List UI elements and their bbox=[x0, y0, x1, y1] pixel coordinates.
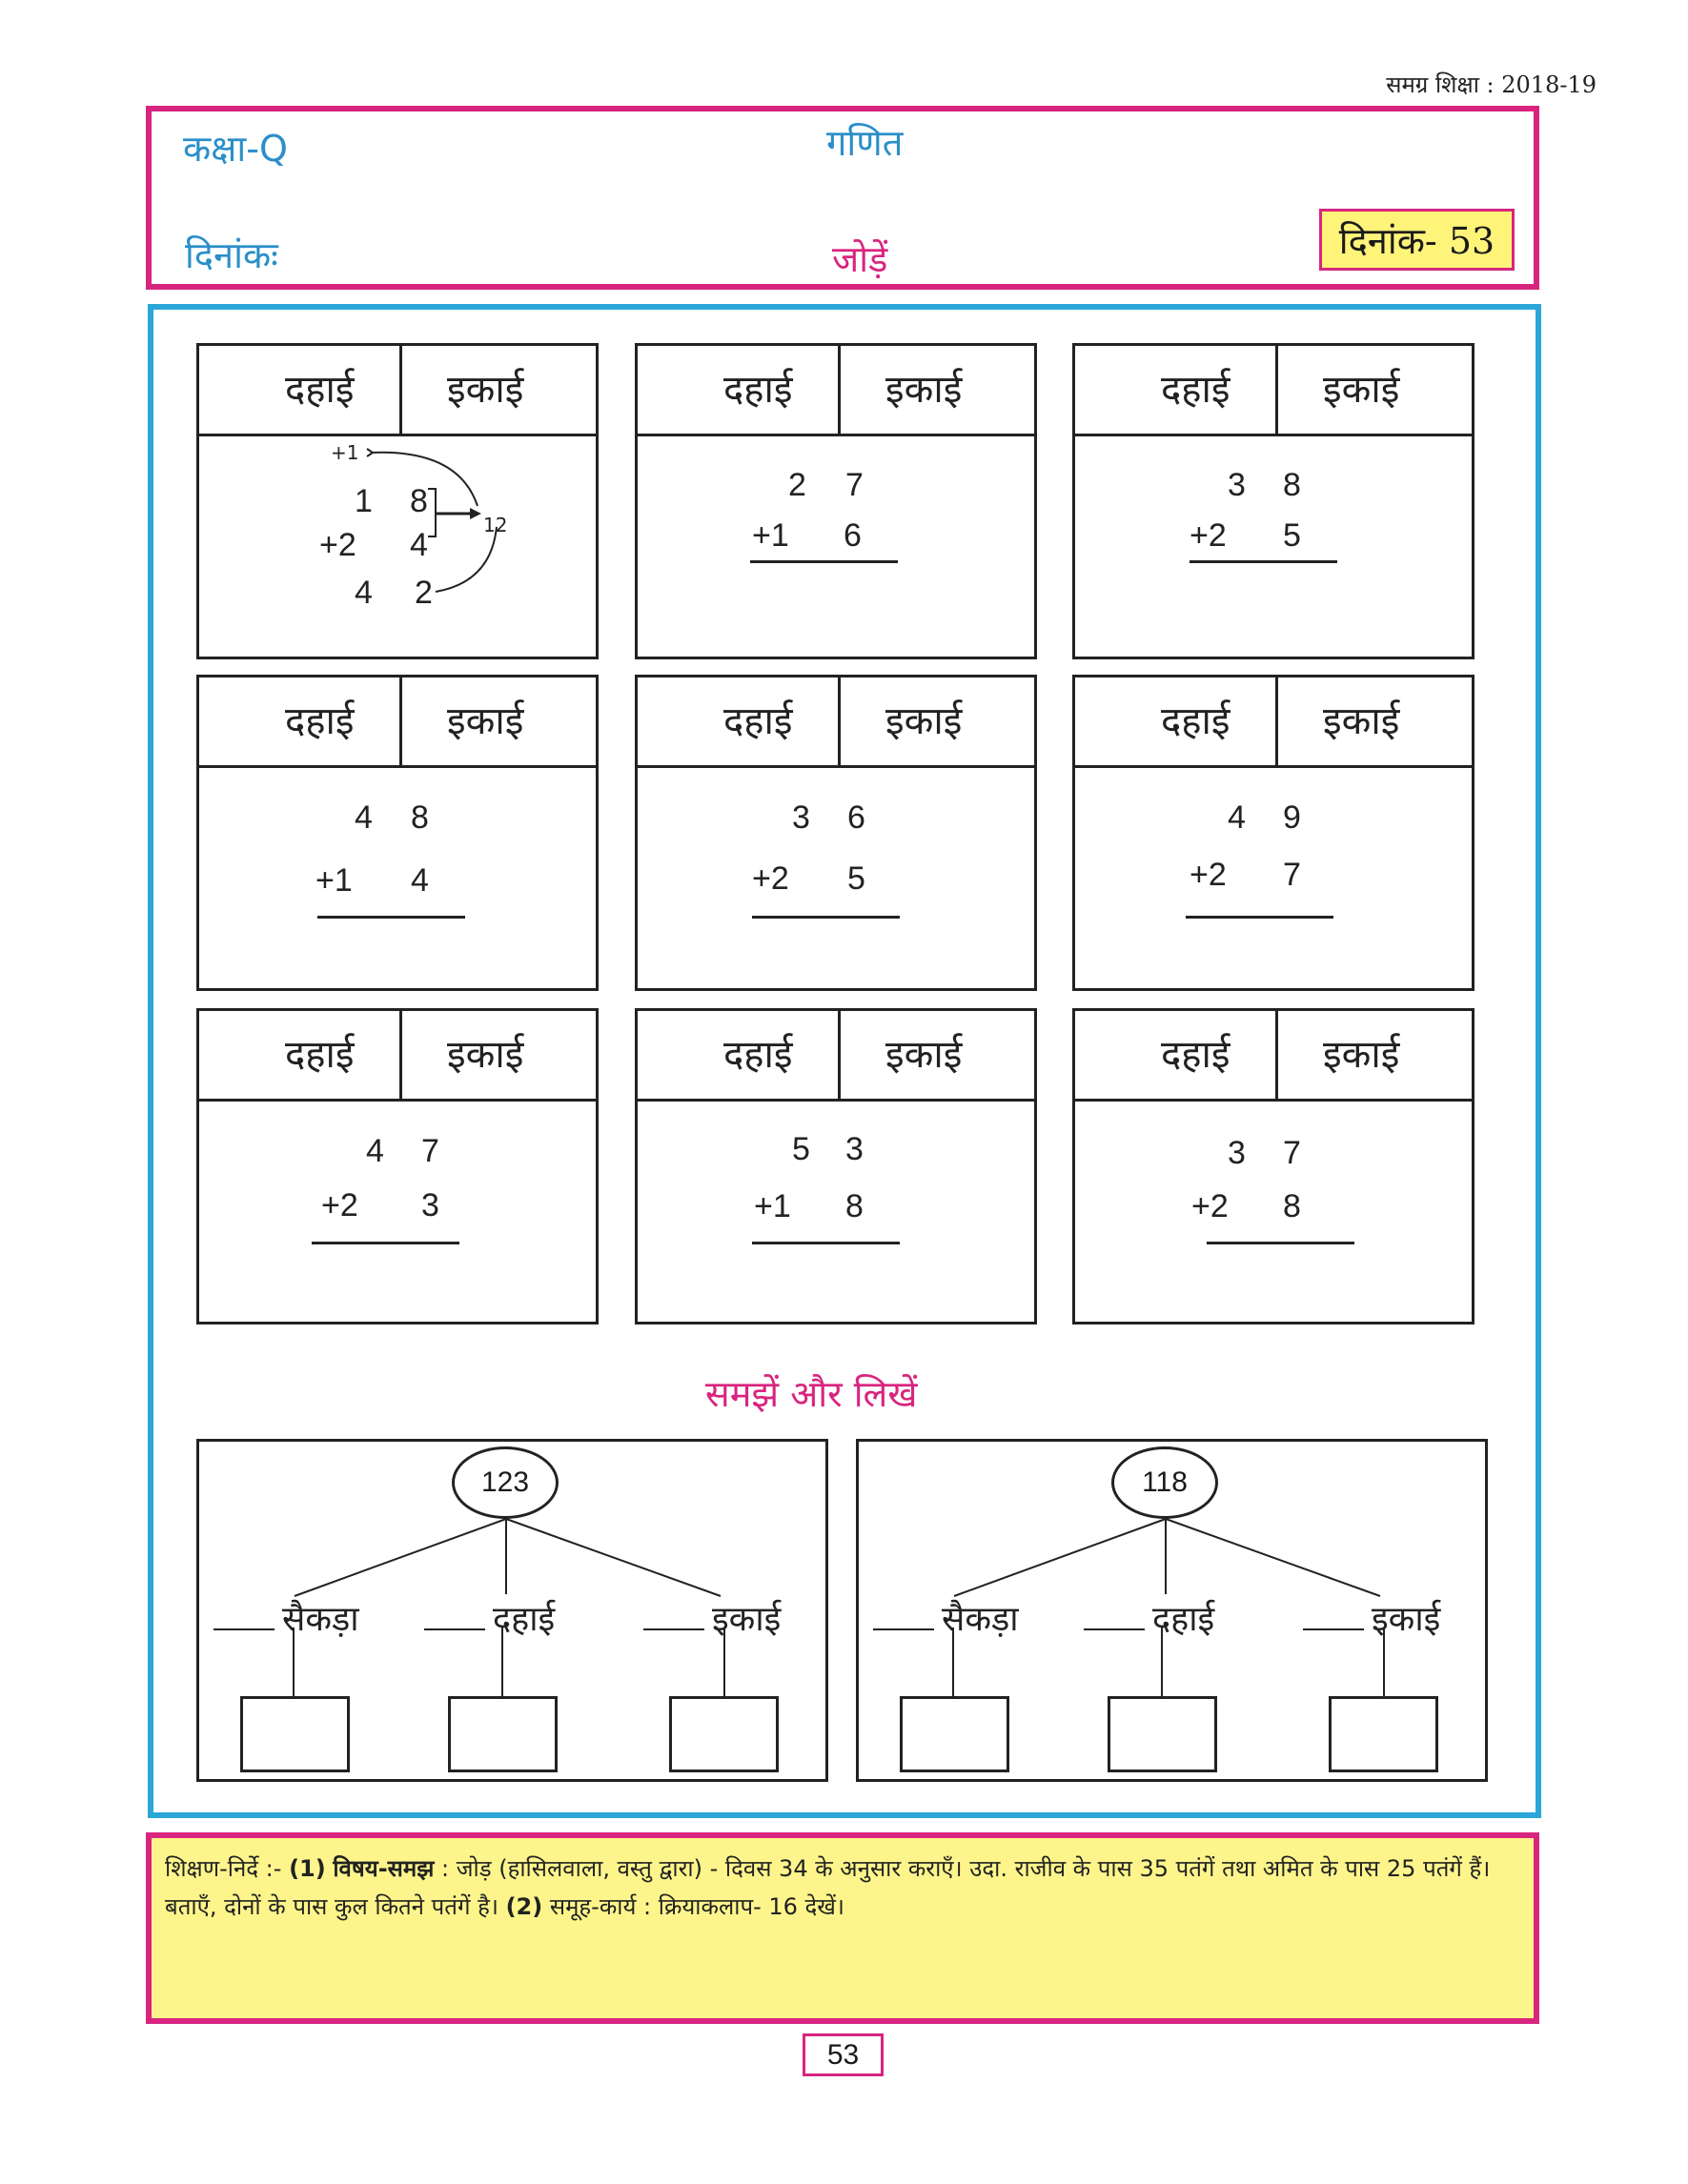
addend1-tens: 5 bbox=[792, 1131, 810, 1167]
instructions-prefix: शिक्षण-निर्दे :- bbox=[165, 1855, 282, 1882]
section-heading: समझें और लिखें bbox=[705, 1373, 918, 1415]
hundreds-text: सैकड़ा bbox=[282, 1600, 359, 1639]
addend1-tens: 3 bbox=[1228, 467, 1246, 503]
addend2-ones: 8 bbox=[845, 1188, 864, 1224]
problem-box-5 bbox=[1072, 675, 1474, 991]
addend1-tens: 3 bbox=[792, 799, 810, 836]
answer-blank[interactable] bbox=[643, 1628, 704, 1630]
place-value-tree-1 bbox=[196, 1439, 828, 1782]
carry-note: +1 bbox=[331, 441, 359, 464]
addend1-ones: 9 bbox=[1283, 799, 1301, 836]
example-row1-ones: 8 bbox=[410, 483, 428, 519]
ones-header: इकाई bbox=[1323, 1033, 1400, 1077]
topic-title: जोड़ें bbox=[832, 238, 888, 280]
problem-box-2 bbox=[1072, 343, 1474, 659]
example-row1-tens: 1 bbox=[355, 483, 373, 519]
answer-blank[interactable] bbox=[1303, 1628, 1364, 1630]
point-1-number: (1) bbox=[289, 1855, 326, 1882]
pv-header bbox=[638, 677, 1034, 768]
example-box bbox=[196, 343, 599, 659]
date-label: दिनांकः bbox=[185, 234, 278, 276]
addend1-ones: 6 bbox=[847, 799, 865, 836]
problem-box-1 bbox=[635, 343, 1037, 659]
addend1-tens: 2 bbox=[788, 467, 806, 503]
addend2-tens: +2 bbox=[1190, 517, 1227, 554]
ones-header: इकाई bbox=[447, 368, 524, 412]
addend2-ones: 7 bbox=[1283, 857, 1301, 893]
answer-blank[interactable] bbox=[424, 1628, 485, 1630]
addend1-ones: 7 bbox=[421, 1133, 439, 1169]
pv-header bbox=[638, 346, 1034, 436]
ones-header: इकाई bbox=[1323, 368, 1400, 412]
example-row2-ones: 4 bbox=[410, 527, 428, 563]
addend2-tens: +2 bbox=[1191, 1188, 1229, 1224]
series-label: समग्र शिक्षा : 2018-19 bbox=[1386, 71, 1596, 98]
ones-header: इकाई bbox=[1323, 699, 1400, 743]
sum-line bbox=[312, 1242, 459, 1244]
addend1-tens: 4 bbox=[366, 1133, 384, 1169]
column-divider bbox=[838, 1011, 841, 1102]
addend2-tens: +1 bbox=[315, 862, 353, 899]
ones-text: इकाई bbox=[712, 1600, 782, 1639]
answer-blank[interactable] bbox=[873, 1628, 934, 1630]
sum-line bbox=[1190, 560, 1337, 563]
day-badge: दिनांक- 53 bbox=[1319, 209, 1515, 271]
tens-header: दहाई bbox=[285, 1033, 355, 1077]
hundreds-label bbox=[873, 1594, 1019, 1641]
answer-blank[interactable] bbox=[1084, 1628, 1145, 1630]
column-divider bbox=[399, 1011, 402, 1102]
point-2-text: समूह-कार्य : क्रियाकलाप- 16 देखें। bbox=[549, 1893, 845, 1920]
column-divider bbox=[399, 677, 402, 768]
addend1-ones: 8 bbox=[1283, 467, 1301, 503]
addend2-ones: 3 bbox=[421, 1187, 439, 1223]
ones-label bbox=[1303, 1594, 1440, 1641]
tens-label bbox=[424, 1594, 555, 1641]
tens-header: दहाई bbox=[723, 1033, 793, 1077]
sum-line bbox=[1186, 916, 1333, 919]
ones-text: इकाई bbox=[1372, 1600, 1441, 1639]
sum-line bbox=[317, 916, 465, 919]
addend2-ones: 5 bbox=[847, 860, 865, 897]
tens-answer-box[interactable] bbox=[448, 1696, 558, 1772]
problem-box-8 bbox=[1072, 1008, 1474, 1325]
number-bubble: 123 bbox=[452, 1446, 559, 1519]
subject-title: गणित bbox=[826, 122, 904, 164]
example-result-tens: 4 bbox=[355, 575, 373, 611]
pv-header bbox=[1075, 677, 1472, 768]
problem-box-4 bbox=[635, 675, 1037, 991]
tens-header: दहाई bbox=[723, 368, 793, 412]
tens-header: दहाई bbox=[1161, 368, 1230, 412]
sum-line bbox=[752, 916, 900, 919]
header-box bbox=[146, 106, 1539, 290]
tens-label bbox=[1084, 1594, 1214, 1641]
ones-header: इकाई bbox=[885, 1033, 963, 1077]
point-1-text: : जोड़ (हासिलवाला, वस्तु द्वारा) - दिवस 34 के अनुसार कराएँ। उदा. राजीव के पास 35 पतंगें तथा अमित के पास 25 पतंगें हैं। बताएँ, दोनों के पास कुल कितने पतंगें है। bbox=[165, 1855, 1491, 1920]
tens-answer-box[interactable] bbox=[1108, 1696, 1217, 1772]
addend2-ones: 4 bbox=[411, 862, 429, 899]
column-divider bbox=[1275, 1011, 1278, 1102]
hundreds-text: सैकड़ा bbox=[942, 1600, 1019, 1639]
tens-header: दहाई bbox=[723, 699, 793, 743]
point-2-number: (2) bbox=[505, 1893, 543, 1920]
sum-line bbox=[1207, 1242, 1354, 1244]
point-1-title: विषय-समझ bbox=[333, 1855, 435, 1882]
ones-label bbox=[643, 1594, 781, 1641]
addend2-tens: +1 bbox=[752, 517, 789, 554]
column-divider bbox=[838, 677, 841, 768]
addend1-ones: 7 bbox=[845, 467, 864, 503]
addend2-tens: +2 bbox=[1190, 857, 1227, 893]
addend1-tens: 3 bbox=[1228, 1135, 1246, 1171]
pv-header bbox=[1075, 1011, 1472, 1102]
page-number: 53 bbox=[803, 2033, 884, 2076]
addend2-ones: 8 bbox=[1283, 1188, 1301, 1224]
teaching-instructions bbox=[146, 1832, 1539, 2024]
ones-sum-note: 12 bbox=[483, 514, 508, 536]
ones-header: इकाई bbox=[447, 1033, 524, 1077]
tens-text: दहाई bbox=[493, 1600, 556, 1639]
hundreds-answer-box[interactable] bbox=[240, 1696, 350, 1772]
column-divider bbox=[1275, 346, 1278, 436]
pv-header bbox=[1075, 346, 1472, 436]
ones-header: इकाई bbox=[885, 368, 963, 412]
ones-header: इकाई bbox=[447, 699, 524, 743]
ones-header: इकाई bbox=[885, 699, 963, 743]
number-bubble: 118 bbox=[1111, 1446, 1218, 1519]
pv-header bbox=[199, 677, 596, 768]
problem-box-3 bbox=[196, 675, 599, 991]
addend1-ones: 8 bbox=[411, 799, 429, 836]
ones-answer-box[interactable] bbox=[669, 1696, 779, 1772]
hundreds-answer-box[interactable] bbox=[900, 1696, 1009, 1772]
column-divider bbox=[838, 346, 841, 436]
carry-arrows bbox=[199, 346, 596, 657]
example-row2-tens: +2 bbox=[319, 527, 356, 563]
hundreds-label bbox=[214, 1594, 359, 1641]
class-label: कक्षा-Q bbox=[183, 128, 288, 170]
tens-header: दहाई bbox=[285, 699, 355, 743]
tens-header: दहाई bbox=[1161, 1033, 1230, 1077]
addend1-ones: 7 bbox=[1283, 1135, 1301, 1171]
addend1-ones: 3 bbox=[845, 1131, 864, 1167]
sum-line bbox=[750, 560, 898, 563]
sum-line bbox=[752, 1242, 900, 1244]
answer-blank[interactable] bbox=[214, 1628, 275, 1630]
pv-header bbox=[638, 1011, 1034, 1102]
tens-header: दहाई bbox=[285, 368, 355, 412]
problem-box-6 bbox=[196, 1008, 599, 1325]
addend1-tens: 4 bbox=[1228, 799, 1246, 836]
addend2-tens: +1 bbox=[754, 1188, 791, 1224]
problem-box-7 bbox=[635, 1008, 1037, 1325]
column-divider bbox=[1275, 677, 1278, 768]
addend2-tens: +2 bbox=[321, 1187, 358, 1223]
place-value-tree-2 bbox=[856, 1439, 1488, 1782]
example-result-ones: 2 bbox=[415, 575, 433, 611]
tens-text: दहाई bbox=[1152, 1600, 1215, 1639]
ones-answer-box[interactable] bbox=[1329, 1696, 1438, 1772]
addend2-ones: 6 bbox=[844, 517, 862, 554]
tens-header: दहाई bbox=[1161, 699, 1230, 743]
addend2-tens: +2 bbox=[752, 860, 789, 897]
pv-header bbox=[199, 1011, 596, 1102]
addend2-ones: 5 bbox=[1283, 517, 1301, 554]
addend1-tens: 4 bbox=[355, 799, 373, 836]
